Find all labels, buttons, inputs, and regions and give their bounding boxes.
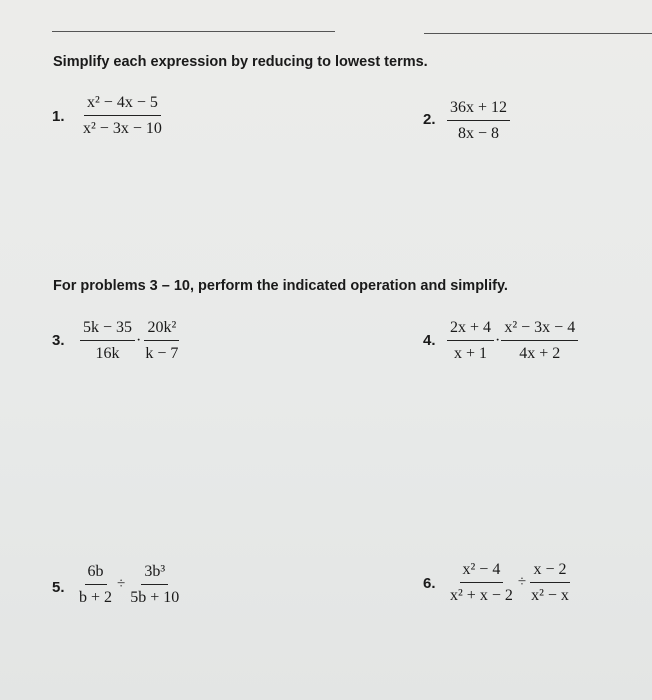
divide-operator: ÷ <box>517 574 527 590</box>
numerator: x² − 4x − 5 <box>84 93 161 116</box>
problem-5-expression <box>76 562 182 607</box>
fraction <box>447 98 510 143</box>
problem-6-number: 6. <box>423 575 436 592</box>
denominator: x + 1 <box>454 345 488 362</box>
date-line <box>424 33 652 34</box>
fraction-left <box>447 318 494 363</box>
numerator: x² − 3x − 4 <box>501 318 578 341</box>
numerator: 36x + 12 <box>447 98 510 121</box>
fraction-right <box>127 562 182 607</box>
multiply-operator: · <box>495 331 501 349</box>
problem-4-number: 4. <box>423 332 436 349</box>
problem-3-number: 3. <box>52 332 65 349</box>
problem-4-expression <box>447 318 578 363</box>
problem-6-expression <box>447 560 572 605</box>
fraction <box>80 93 165 138</box>
numerator: 2x + 4 <box>447 318 494 341</box>
problem-3-expression <box>80 318 181 363</box>
denominator: b + 2 <box>79 589 113 606</box>
denominator: 5b + 10 <box>130 589 180 606</box>
problem-2-number: 2. <box>423 111 436 128</box>
fraction-right <box>142 318 181 363</box>
denominator: 4x + 2 <box>519 345 561 362</box>
fraction-left <box>447 560 516 605</box>
problem-2-expression <box>447 98 510 143</box>
fraction-left <box>76 562 115 607</box>
numerator: 6b <box>85 562 107 585</box>
name-line <box>52 31 335 32</box>
numerator: 3b³ <box>141 562 168 585</box>
problem-5-number: 5. <box>52 579 65 596</box>
denominator: 16k <box>95 345 120 362</box>
denominator: x² − x <box>531 587 569 604</box>
denominator: x² + x − 2 <box>450 587 513 604</box>
instruction-simplify: Simplify each expression by reducing to lowest terms. <box>53 54 428 70</box>
numerator: x − 2 <box>530 560 569 583</box>
numerator: x² − 4 <box>460 560 504 583</box>
denominator: x² − 3x − 10 <box>83 120 162 137</box>
divide-operator: ÷ <box>117 576 126 592</box>
problem-1-expression <box>80 93 165 138</box>
fraction-right <box>528 560 572 605</box>
numerator: 5k − 35 <box>80 318 135 341</box>
fraction-left <box>80 318 135 363</box>
instruction-operations: For problems 3 – 10, perform the indicated operation and simplify. <box>53 278 508 294</box>
denominator: 8x − 8 <box>458 125 500 142</box>
fraction-right <box>501 318 578 363</box>
multiply-operator: · <box>136 331 142 349</box>
numerator: 20k² <box>144 318 179 341</box>
problem-1-number: 1. <box>52 108 65 125</box>
denominator: k − 7 <box>145 345 179 362</box>
